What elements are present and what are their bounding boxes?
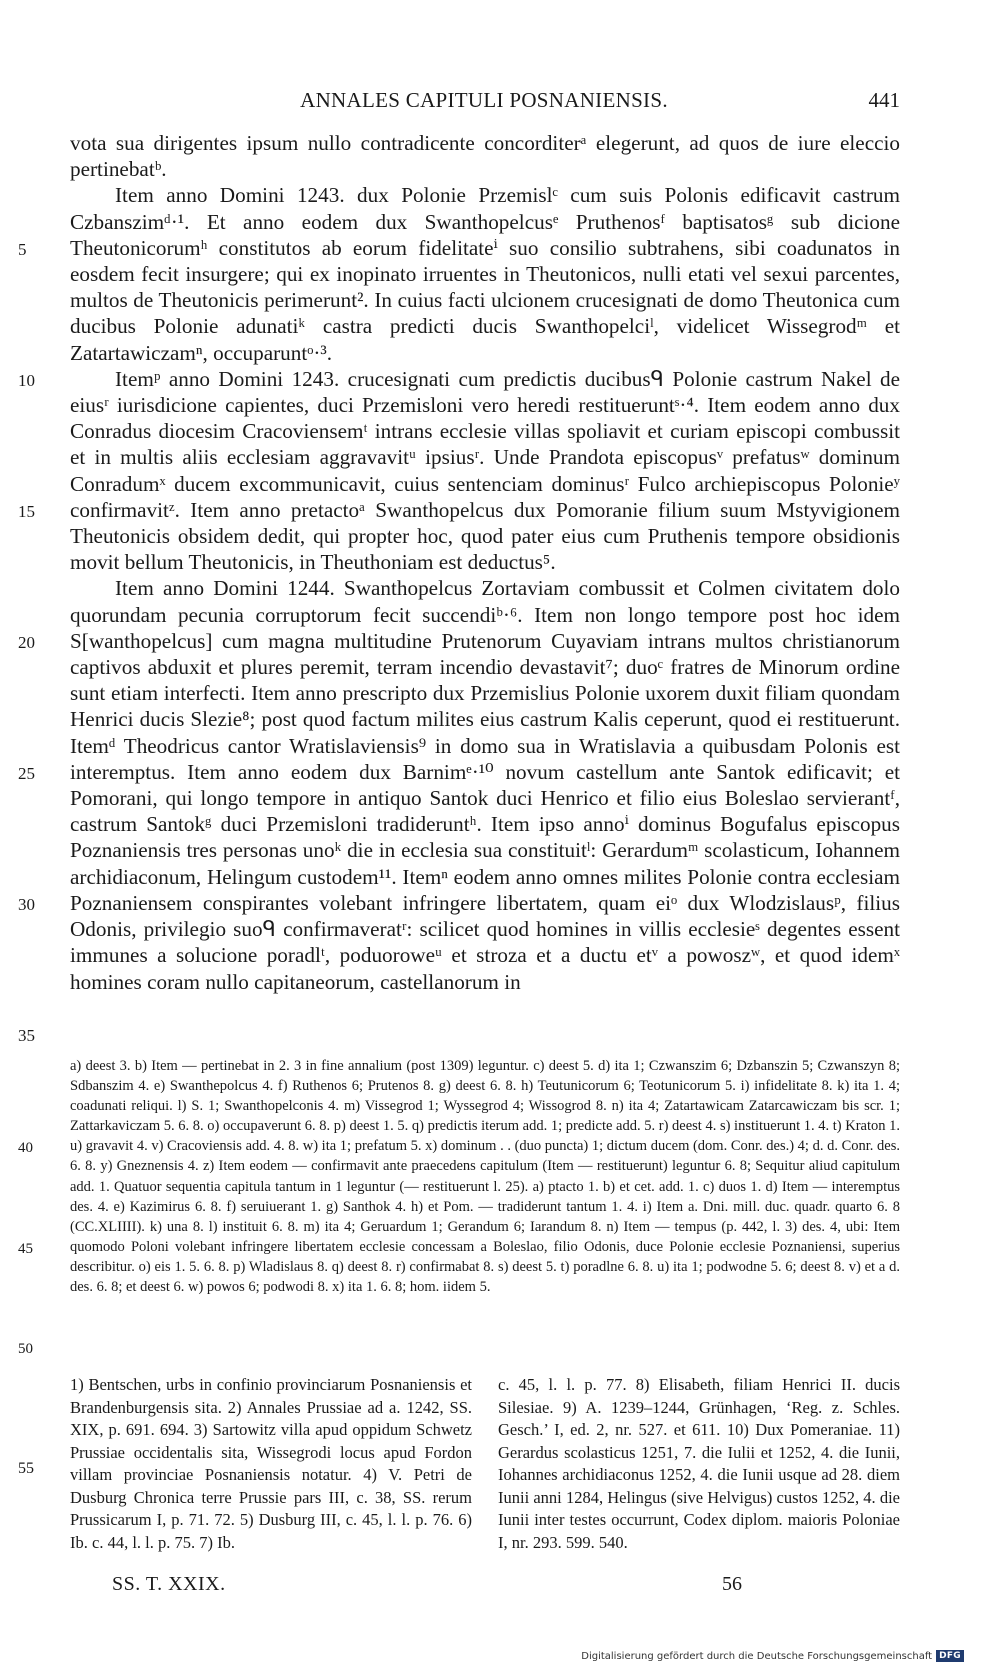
critical-apparatus	[70, 1056, 900, 1297]
margin-line-number: 30	[18, 894, 35, 914]
margin-line-number: 5	[18, 239, 27, 259]
margin-line-number: 20	[18, 632, 35, 652]
paragraph: Item anno Domini 1243. dux Polonie Przemislᶜ cum suis Polonis edificavit castrum Czbanszimᵈ·¹. Et anno eodem dux Swanthopelcusᵉ Pruthenosᶠ baptisatosᵍ sub dicione Theutonicorumʰ constitutos ab eorum fidelitateⁱ suo consilio subtrahens, sibi coadunatos in eosdem fecit insurgere; qui ex inopinato irruentes in Theutonicos, nulli etati vel sexui parcentes, multos de Theutonicis perimerunt². In cuius facti ulcionem crucesignati de domo Theutonica cum ducibus Polonie adunatiᵏ castra predicti ducis Swanthopelciˡ, videlicet Wissegrodᵐ et Zatartawiczamⁿ, occuparuntᵒ·³.	[70, 183, 900, 365]
credit-text: Digitalisierung gefördert durch die Deutsche Forschungsgemeinschaft	[581, 1650, 933, 1662]
paragraph: vota sua dirigentes ipsum nullo contradicente concorditerᵃ elegerunt, ad quos de iure eleccio pertinebatᵇ.	[70, 131, 900, 182]
apparatus-text: a) deest 3. b) Item — pertinebat in 2. 3 in fine annalium (post 1309) leguntur. c) deest 5. d) ita 1; Czwanszim 6; Dzbanszin 5; Czwanszyn 8; Sdbanszim 4. e) Swanthepolcus 4. f) Ruthenos 6; Prutenos 8. g) deest 6. 8. h) Teutunicorum 6; Teotunicorum 5. i) infidelitate 8. k) ita 1. 4; coadunati reliqui. l) S. 1; Swanthopelconis 4. m) Vissegrod 1; Wyssegrod 4; Wissogrod 8. n) ita 4; Zatartawicam Zatarcawiczam bis scr. 1; Zattarkaviczam 5. 6. 8. o) occupaverunt 6. 8. p) deest 1. 5. q) predictis iterum add. 1; predicte add. 5. r) deest 4. s) instituerunt 1. 4. t) Kraton 1. u) gravavit 4. v) Cracoviensis add. 4. 8. w) ita 1; prefatum 5. x) dominum . . (duo puncta) 1; dictum ducem (dom. Conr. des.) 4; d. d. Conr. des. 6. 8. y) Gneznensis 4. z) Item eodem — confirmavit ante praecedens capitulum (Item — restituerunt) leguntur 6. 8; Sequitur aliud capitulum add. 1. Quatuor sequentia capitula tantum in 1 leguntur (— restituerunt l. 25). a) ptacto 1. b) et cet. add. 1. c) duos 1. d) Item — interemptus des. 4. e) Kazimirus 6. 8. f) seruiuerant 1. g) Santhok 4. h) et Pom. — tradiderunt tantum 1. 4. i) Item a. Dni. mill. duc. quadr. quarto 6. 8 (CC.XLIIII). k) una 8. l) instituit 6. 8. m) ita 4; Geruardum 1; Gerandum 6; Iarandum 8. n) Item — tempus (p. 442, l. 3) des. 4, ubi: Item quomodo Poloni volebant infringere libertatem ecclesie concessam a Boleslao, filio Odonis, duce Polonie ecclesie Poznaniensi, superius describitur. o) eis 1. 5. 6. 8. p) Wladislaus 8. q) deest 8. r) confirmabat 8. s) deest 5. t) poradlne 6. 8. u) ita 1; podwodne 5. 6; deest 8. v) et a d. des. 6. 8; et deest 6. w) powos 6; podwodi 8. x) ita 1. 6. 8; hom. iidem 5.	[70, 1058, 900, 1296]
margin-line-number: 50	[18, 1341, 33, 1358]
historical-notes	[70, 1374, 900, 1554]
margin-line-number: 40	[18, 1140, 33, 1157]
margin-line-number: 45	[18, 1240, 33, 1257]
digitization-credit	[581, 1649, 964, 1663]
notes-line-number: 55	[18, 1460, 34, 1477]
sheet-number: 56	[722, 1573, 742, 1595]
margin-line-number: 35	[18, 1025, 35, 1045]
paragraph: Item anno Domini 1244. Swanthopelcus Zortaviam combussit et Colmen civitatem dolo quorundam pecunia corruptorum fecit succendiᵇ·⁶. Item non longo tempore post hoc idem S[wanthopelcus] cum magna multitudine Prutenorum Cuyaviam intrans multos christianorum captivos abduxit et plures peremit, terram incendio devastavit⁷; duoᶜ fratres de Minorum ordine sunt etiam interfecti. Item anno prescripto dux Przemislius Polonie uxorem duxit filiam quondam Henrici ducis Slezie⁸; post quod factum milites eius castrum Kalis ceperunt, quod ei restituerunt. Itemᵈ Theodricus cantor Wratislaviensis⁹ in domo sua in Wratislavia a quibusdam Polonis est interemptus. Item anno eodem dux Barnimᵉ·¹⁰ novum castellum ante Santok edificavit; et Pomorani, qui longo tempore in antiquo Santok duci Henrico et filio eius Boleslao servierantᶠ, castrum Santokᵍ duci Przemisloni tradideruntʰ. Item ipso annoⁱ dominus Bogufalus episcopus Poznaniensis tres personas unoᵏ die in ecclesia sua constituitˡ: Gerardumᵐ scolasticum, Iohannem archidiaconum, Helingum custodem¹¹. Itemⁿ eodem anno omnes milites Polonie contra ecclesiam Poznaniensem conspirantes volebant infringere libertatem, quam eiᵒ dux Wlodzislausᵖ, filius Odonis, privilegio suoᑫ confirmaveratʳ: scilicet quod homines in villis ecclesieˢ degentes essent immunes a solucione poradlᵗ, poduoroweᵘ et stroza et a ductu etᵛ a powoszʷ, et quod idemˣ homines coram nullo capitaneorum, castellanorum in	[70, 576, 900, 994]
margin-line-number: 10	[18, 370, 35, 390]
notes-left-text: 1) Bentschen, urbs in confinio provinciarum Posnaniensis et Brandenburgensis sita. 2) Annales Prussiae ad a. 1242, SS. XIX, p. 691. 694. 3) Sartowitz villa apud oppidum Schwetz Prussiae occidentalis sita, Wissegrodi locus apud Fordon villam provinciae Posnaniensis notatur. 4) V. Petri de Dusburg Chronica terre Prussie pars III, c. 38, SS. rerum Prussicarum I, p. 71. 72. 5) Dusburg III, c. 45, l. l. p. 76. 6) Ib. c. 44, l. l. p. 75. 7) Ib.	[70, 1375, 472, 1552]
main-text	[70, 130, 900, 995]
notes-right-column	[498, 1374, 900, 1554]
dfg-logo: DFG	[936, 1650, 964, 1662]
paragraph: Itemᵖ anno Domini 1243. crucesignati cum predictis ducibusᑫ Polonie castrum Nakel de eiusʳ iurisdicione capientes, duci Przemisloni vero heredi restitueruntˢ·⁴. Item eodem anno dux Conradus diocesim Cracoviensemᵗ intrans ecclesie villas spoliavit et curiam episcopi combussit et in multis aliis ecclesiam aggravavitᵘ ipsiusʳ. Unde Prandota episcopusᵛ prefatusʷ dominum Conradumˣ ducem excommunicavit, cuius sentenciam dominusʳ Fulco archiepiscopus Polonieʸ confirmavitᶻ. Item anno pretactoᵃ Swanthopelcus dux Pomoranie filium suum Mstyvigionem Theutonicis obsidem dedit, qui propter hoc, quod pater eius cum Pruthenis tempore obsidionis movit bellum Theutonicis, in Theuthoniam est deductus⁵.	[70, 366, 900, 575]
margin-line-number: 15	[18, 501, 35, 521]
margin-line-number: 25	[18, 763, 35, 783]
page-number: 441	[868, 88, 900, 112]
page-header	[68, 88, 900, 116]
running-title: ANNALES CAPITULI POSNANIENSIS.	[300, 88, 668, 112]
notes-left-column	[70, 1374, 472, 1554]
notes-right-text: c. 45, l. l. p. 77. 8) Elisabeth, filiam Henrici II. ducis Silesiae. 9) A. 1239–1244, Grünhagen, ‘Reg. z. Schles. Gesch.’ I, ed. 2, nr. 527. et 611. 10) Dux Pomeraniae. 11) Gerardus scolasticus 1251, 7. die Iulii et 1252, 4. die Iunii, Iohannes archidiaconus 1252, 4. die Iunii usque ad 28. diem Iunii anni 1284, Helingus (sive Helvigus) custos 1252, 4. die Iunii inter testes occurrunt, Codex diplom. maioris Poloniae I, nr. 293. 599. 540.	[498, 1375, 900, 1552]
sheet-signature: SS. T. XXIX.	[112, 1573, 226, 1595]
